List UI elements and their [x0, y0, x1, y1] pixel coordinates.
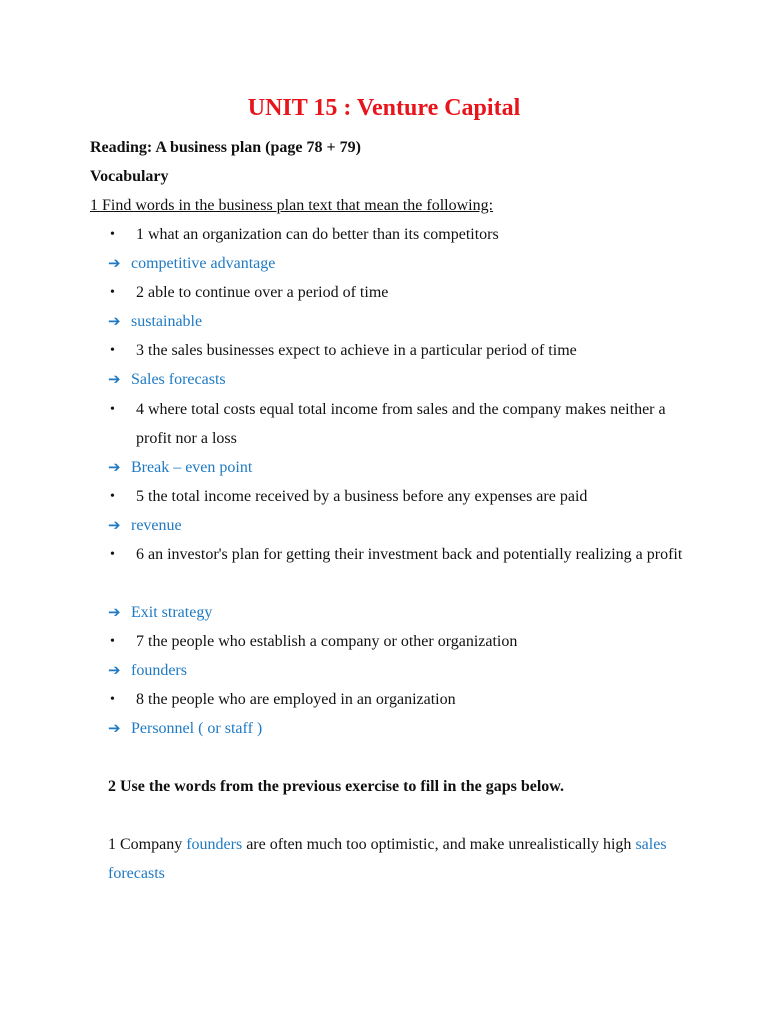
list-item — [110, 336, 690, 365]
answer-line — [108, 714, 262, 743]
item-answer: competitive advantage — [131, 255, 276, 272]
sentence-middle: are often much too optimistic, and make unrealistically high — [242, 836, 636, 853]
item-prompt: 1 what an organization can do better than its competitors — [136, 226, 499, 243]
arrow-right-icon: ➔ — [108, 254, 121, 272]
arrow-right-icon: ➔ — [108, 603, 121, 621]
exercise2-instruction: 2 Use the words from the previous exercise to fill in the gaps below. — [108, 778, 564, 795]
exercise2-sentence-1 — [108, 830, 688, 888]
answer-line — [108, 365, 226, 394]
bullet-icon: • — [110, 547, 115, 562]
answer-line — [108, 249, 275, 278]
filled-blank: founders — [186, 836, 243, 853]
sentence-prefix: 1 Company — [108, 836, 187, 853]
bullet-icon: • — [110, 489, 115, 504]
list-item — [110, 627, 690, 656]
item-answer: founders — [131, 662, 187, 679]
item-prompt: 6 an investor's plan for getting their investment back and potentially realizing a profit — [136, 546, 683, 563]
exercise1-instruction: 1 Find words in the business plan text that mean the following: — [90, 197, 494, 214]
arrow-right-icon: ➔ — [108, 370, 121, 388]
reading-heading: Reading: A business plan (page 78 + 79) — [90, 139, 361, 156]
bullet-icon: • — [110, 402, 115, 417]
item-answer: Exit strategy — [131, 604, 213, 621]
vocabulary-heading: Vocabulary — [90, 168, 169, 185]
bullet-icon: • — [110, 634, 115, 649]
item-prompt: 8 the people who are employed in an organization — [136, 691, 456, 708]
arrow-right-icon: ➔ — [108, 661, 121, 679]
arrow-right-icon: ➔ — [108, 458, 121, 476]
filled-blank: sales forecasts — [108, 836, 667, 882]
item-prompt: 3 the sales businesses expect to achieve in a particular period of time — [136, 342, 577, 359]
arrow-right-icon: ➔ — [108, 516, 121, 534]
arrow-right-icon: ➔ — [108, 719, 121, 737]
item-answer: Sales forecasts — [131, 371, 226, 388]
item-prompt: 7 the people who establish a company or other organization — [136, 633, 518, 650]
list-item — [110, 540, 690, 569]
bullet-icon: • — [110, 227, 115, 242]
list-item — [110, 685, 690, 714]
item-answer: sustainable — [131, 313, 203, 330]
answer-line — [108, 307, 202, 336]
arrow-right-icon: ➔ — [108, 312, 121, 330]
list-item — [110, 482, 690, 511]
answer-line — [108, 453, 252, 482]
answer-line — [108, 656, 187, 685]
page-title: UNIT 15 : Venture Capital — [247, 95, 521, 121]
list-item — [110, 220, 690, 249]
item-answer: revenue — [131, 517, 182, 534]
bullet-icon: • — [110, 285, 115, 300]
item-answer: Personnel ( or staff ) — [131, 720, 263, 737]
item-prompt: 5 the total income received by a business before any expenses are paid — [136, 488, 588, 505]
bullet-icon: • — [110, 343, 115, 358]
list-item — [110, 395, 690, 453]
item-answer: Break – even point — [131, 459, 253, 476]
item-prompt: 2 able to continue over a period of time — [136, 284, 389, 301]
answer-line — [108, 598, 212, 627]
list-item — [110, 278, 690, 307]
answer-line — [108, 511, 182, 540]
bullet-icon: • — [110, 692, 115, 707]
item-prompt: 4 where total costs equal total income from sales and the company makes neither a profit nor a loss — [136, 401, 666, 447]
